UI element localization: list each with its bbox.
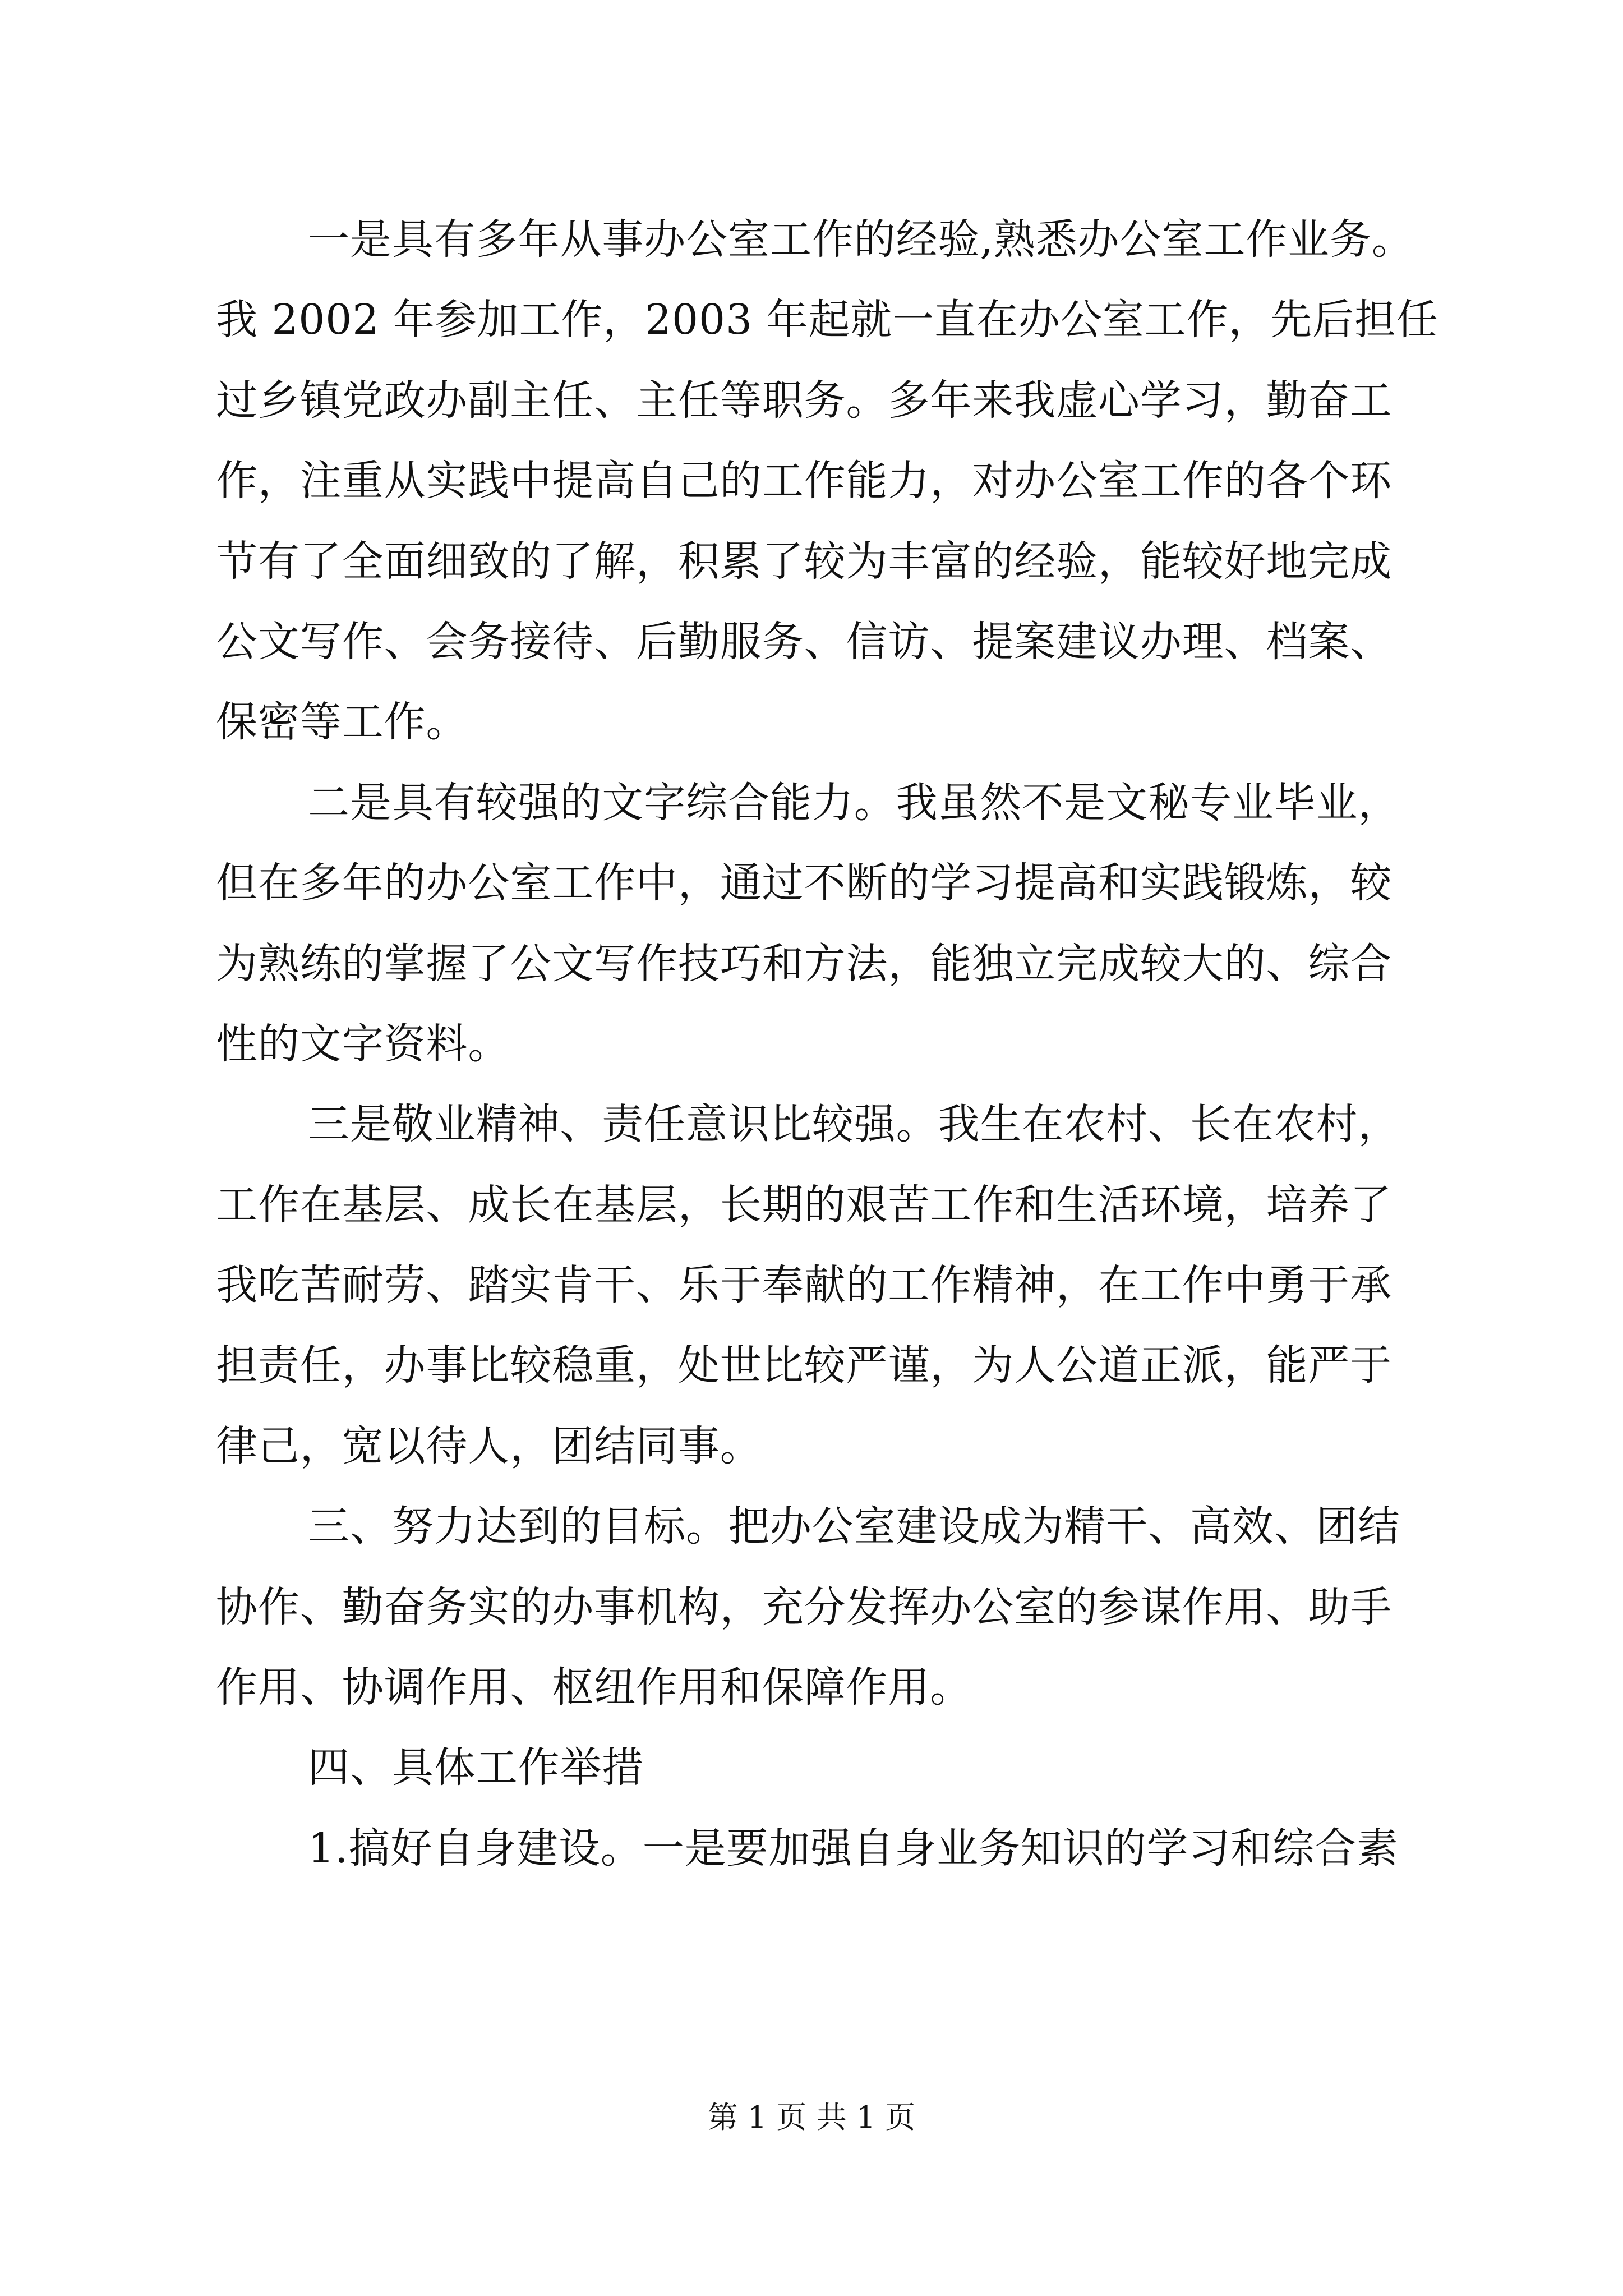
text-line: 二是具有较强的文字综合能力。我虽然不是文秘专业毕业， [308,778,1400,827]
text-line: 节有了全面细致的了解，积累了较为丰富的经验，能较好地完成 [216,537,1393,586]
document-body [216,215,1438,1908]
text-line: 担责任，办事比较稳重，处世比较严谨，为人公道正派，能严于 [216,1341,1393,1390]
text-line: 我 2002 年参加工作，2003 年起就一直在办公室工作，先后担任 [216,296,1438,344]
text-line: 过乡镇党政办副主任、主任等职务。多年来我虚心学习，勤奋工 [216,376,1393,425]
text-line: 保密等工作。 [216,698,468,747]
text-line: 工作在基层、成长在基层，长期的艰苦工作和生活环境，培养了 [216,1180,1393,1229]
text-line: 性的文字资料。 [216,1019,510,1068]
text-line: 为熟练的掌握了公文写作技巧和方法，能独立完成较大的、综合 [216,939,1393,988]
text-line: 作用、协调作用、枢纽作用和保障作用。 [216,1663,972,1712]
text-line: 公文写作、会务接待、后勤服务、信访、提案建议办理、档案、 [216,617,1393,666]
text-line: 四、具体工作举措 [308,1743,644,1792]
text-line: 三、努力达到的目标。把办公室建设成为精干、高效、团结 [308,1502,1400,1551]
text-line: 1.搞好自身建设。一是要加强自身业务知识的学习和综合素 [308,1824,1399,1872]
page-footer: 第 1 页 共 1 页 [707,2100,916,2135]
text-line: 律己，宽以待人，团结同事。 [216,1421,762,1470]
text-line: 三是敬业精神、责任意识比较强。我生在农村、长在农村， [308,1100,1400,1149]
text-line: 但在多年的办公室工作中，通过不断的学习提高和实践锻炼，较 [216,859,1393,908]
text-line: 我吃苦耐劳、踏实肯干、乐于奉献的工作精神，在工作中勇于承 [216,1261,1393,1310]
text-line: 协作、勤奋务实的办事机构，充分发挥办公室的参谋作用、助手 [216,1582,1393,1631]
text-line: 作，注重从实践中提高自己的工作能力，对办公室工作的各个环 [216,457,1393,505]
text-line: 一是具有多年从事办公室工作的经验,熟悉办公室工作业务。 [308,215,1414,264]
